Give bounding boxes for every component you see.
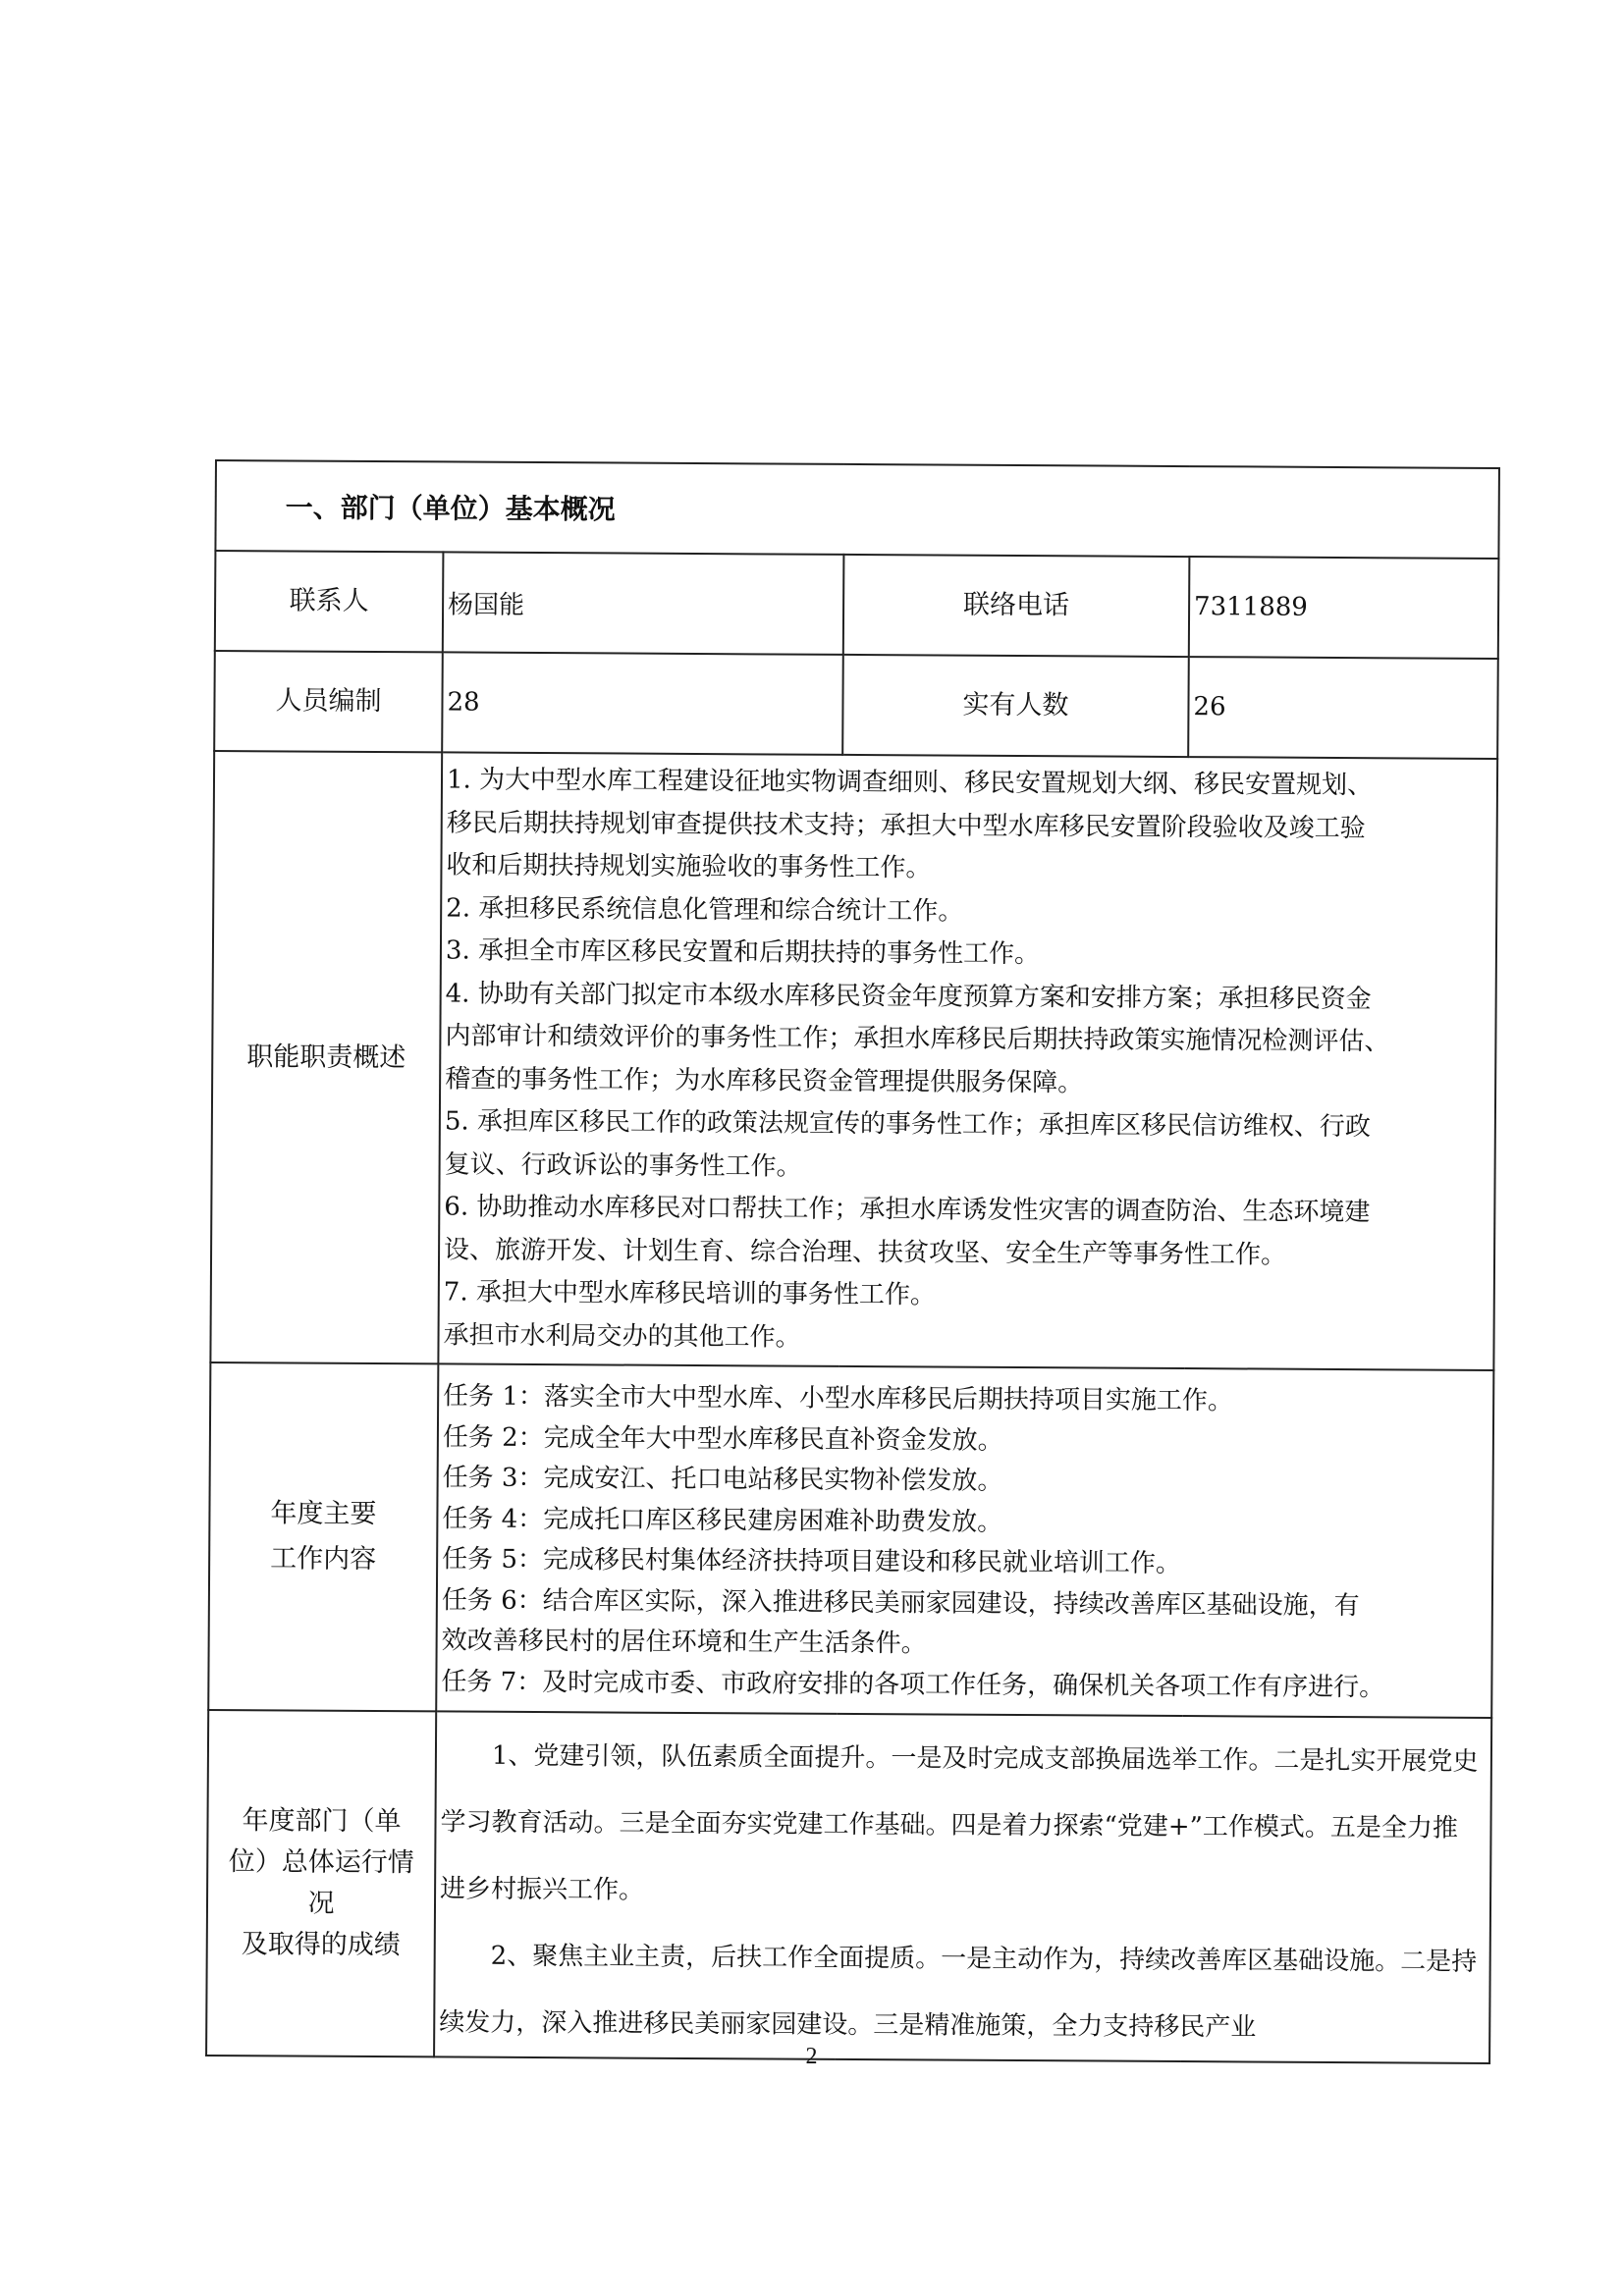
duties-row — [210, 751, 1497, 1370]
duty-line: 内部审计和绩效评价的事务性工作；承担水库移民后期扶持政策实施情况检测评估、 — [445, 1021, 1390, 1057]
annual-tasks-label-line: 工作内容 — [270, 1543, 377, 1575]
duties-label: 职能职责概述 — [210, 751, 442, 1363]
performance-label-line: 及取得的成绩 — [241, 1929, 401, 1961]
task-line: 任务 1：落实全市大中型水库、小型水库移民后期扶持项目实施工作。 — [443, 1381, 1234, 1416]
contact-value: 杨国能 — [443, 552, 844, 654]
task-line: 任务 2：完成全年大中型水库移民直补资金发放。 — [442, 1421, 1003, 1456]
performance-label-line: 年度部门（单 — [242, 1805, 402, 1838]
duties-content — [438, 752, 1497, 1370]
contact-row — [215, 551, 1499, 659]
annual-tasks-label-line: 年度主要 — [270, 1498, 377, 1530]
actual-staff-label: 实有人数 — [842, 655, 1189, 757]
task-line: 任务 7：及时完成市委、市政府安排的各项工作任务，确保机关各项工作有序进行。 — [441, 1666, 1385, 1702]
duty-line: 4. 协助有关部门拟定市本级水库移民资金年度预算方案和安排方案；承担移民资金 — [445, 978, 1372, 1014]
performance-label-line: 位）总体运行情况 — [228, 1846, 414, 1919]
duty-line: 7. 承担大中型水库移民培训的事务性工作。 — [443, 1277, 936, 1310]
duty-line: 移民后期扶持规划审查提供技术支持；承担大中型水库移民安置阶段验收及竣工验 — [446, 807, 1366, 843]
staff-quota-value: 28 — [442, 652, 843, 754]
annual-tasks-content — [436, 1363, 1493, 1718]
section-title: 一、部门（单位）基本概况 — [215, 460, 1499, 559]
performance-paragraph: 2、聚焦主业主责，后扶工作全面提质。一是主动作为，持续改善库区基础设施。二是持续发力，深入推进移民美丽家园建设。三是精准施策，全力支持移民产业 — [439, 1941, 1478, 2043]
task-line: 任务 5：完成移民村集体经济扶持项目建设和移民就业培训工作。 — [442, 1544, 1182, 1579]
task-line: 任务 4：完成托口库区移民建房困难补助费发放。 — [442, 1503, 1003, 1537]
annual-tasks-label — [208, 1362, 438, 1711]
phone-value: 7311889 — [1189, 557, 1499, 659]
duty-line: 1. 为大中型水库工程建设征地实物调查细则、移民安置规划大纲、移民安置规划、 — [446, 765, 1374, 801]
actual-staff-value: 26 — [1188, 657, 1498, 759]
contact-label: 联系人 — [215, 551, 444, 652]
duty-line: 3. 承担全市库区移民安置和后期扶持的事务性工作。 — [445, 935, 1041, 970]
performance-paragraph: 1、党建引领，队伍素质全面提升。一是及时完成支部换届选举工作。二是扎实开展党史学习教育活动。三是全面夯实党建工作基础。四是着力探索“党建+”工作模式。五是全力推进乡村振兴工作。 — [440, 1740, 1479, 1905]
section-header-row — [215, 460, 1499, 559]
duty-line: 复议、行政诉讼的事务性工作。 — [444, 1148, 802, 1182]
duty-line: 收和后期扶持规划实施验收的事务性工作。 — [446, 850, 932, 883]
duty-line: 6. 协助推动水库移民对口帮扶工作；承担水库诱发性灾害的调查防治、生态环境建 — [444, 1192, 1371, 1228]
duty-line: 2. 承担移民系统信息化管理和综合统计工作。 — [446, 892, 964, 927]
performance-label — [206, 1710, 436, 2056]
phone-label: 联络电话 — [843, 555, 1190, 657]
performance-content — [434, 1711, 1491, 2063]
page-number: 2 — [805, 2044, 818, 2069]
annual-tasks-row — [208, 1362, 1493, 1718]
duty-line: 稽查的事务性工作；为水库移民资金管理提供服务保障。 — [445, 1063, 1084, 1097]
task-line: 任务 3：完成安江、托口电站移民实物补偿发放。 — [442, 1463, 1003, 1496]
duty-line: 5. 承担库区移民工作的政策法规宣传的事务性工作；承担库区移民信访维权、行政 — [444, 1106, 1372, 1143]
performance-row — [206, 1710, 1491, 2063]
duty-line: 承担市水利局交办的其他工作。 — [443, 1319, 801, 1353]
duty-line: 设、旅游开发、计划生育、综合治理、扶贫攻坚、安全生产等事务性工作。 — [443, 1234, 1287, 1270]
task-line: 任务 6：结合库区实际，深入推进移民美丽家园建设，持续改善库区基础设施，有 — [441, 1584, 1360, 1621]
staff-quota-label: 人员编制 — [214, 651, 443, 752]
task-line: 效改善移民村的居住环境和生产生活条件。 — [441, 1626, 927, 1659]
overview-table — [205, 459, 1500, 2064]
staff-row — [214, 651, 1498, 759]
